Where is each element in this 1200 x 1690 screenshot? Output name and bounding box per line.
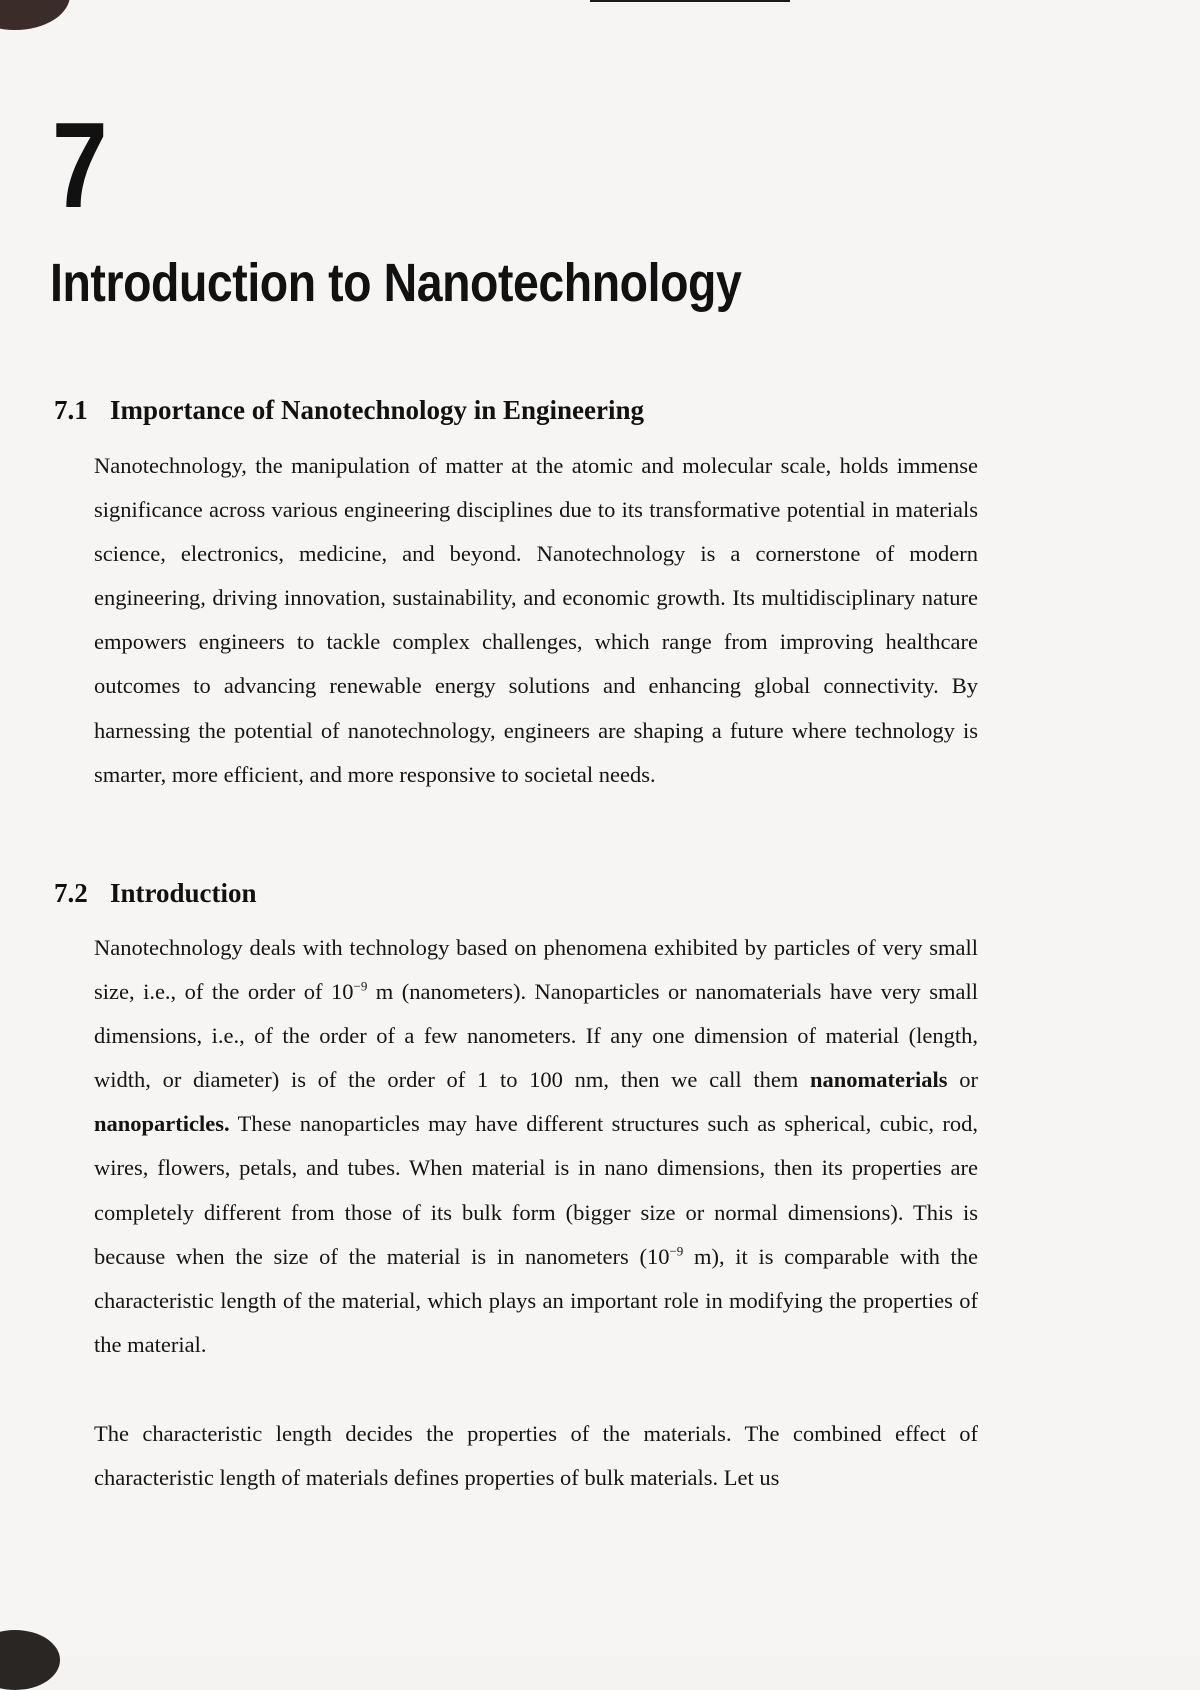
bold-term: nanomaterials (810, 1067, 948, 1093)
text-run: or (947, 1067, 978, 1093)
body-paragraph: The characteristic length decides the properties of the materials. The combined effect of characteristic length of materials defines properties of bulk materials. Let us (94, 1421, 978, 1491)
superscript: −9 (353, 978, 368, 994)
superscript: −9 (669, 1243, 684, 1259)
section-heading-7-2 (54, 878, 257, 909)
section-number: 7.2 (54, 878, 88, 908)
chapter-number: 7 (52, 97, 108, 233)
body-paragraph (94, 926, 978, 1367)
section-title: Importance of Nanotechnology in Engineering (110, 395, 645, 425)
text-run: m), it is comparable with the characteristic length of the material, which plays an important role in modifying the properties of the material. (94, 1243, 978, 1357)
page-corner-shadow (0, 1630, 60, 1690)
text-run: Nanotechnology deals with technology based on phenomena exhibited by particles of very small size, i.e., of the order of 10 (94, 935, 978, 1005)
section-number: 7.1 (54, 395, 88, 425)
page-corner-shadow (0, 0, 70, 30)
section-title: Introduction (110, 878, 257, 908)
chapter-title: Introduction to Nanotechnology (50, 253, 742, 313)
text-run: m (nanometers). Nanoparticles or nanomaterials have very small dimensions, i.e., of the order of a few nanometers. If any one dimension of material (length, width, or diameter) is of the order of 1 to 100 nm, then we call them (94, 979, 978, 1093)
text-run: These nanoparticles may have different structures such as spherical, cubic, rod, wires, flowers, petals, and tubes. When material is in nano dimensions, then its properties are completely different from those of its bulk form (bigger size or normal dimensions). This is because when the size of the material is in nanometers (10 (94, 1111, 978, 1269)
body-paragraph: Nanotechnology, the manipulation of matter at the atomic and molecular scale, holds immense significance across various engineering disciplines due to its transformative potential in materials science, electronics, medicine, and beyond. Nanotechnology is a cornerstone of modern engineering, driving innovation, sustainability, and economic growth. Its multidisciplinary nature empowers engineers to tackle complex challenges, which range from improving healthcare outcomes to advancing renewable energy solutions and enhancing global connectivity. By harnessing the potential of nanotechnology, engineers are shaping a future where technology is smarter, more efficient, and more responsive to societal needs. (94, 453, 978, 787)
section-heading-7-1 (54, 395, 644, 426)
bold-term: nanoparticles. (94, 1111, 230, 1137)
page-edge-line (590, 0, 790, 2)
